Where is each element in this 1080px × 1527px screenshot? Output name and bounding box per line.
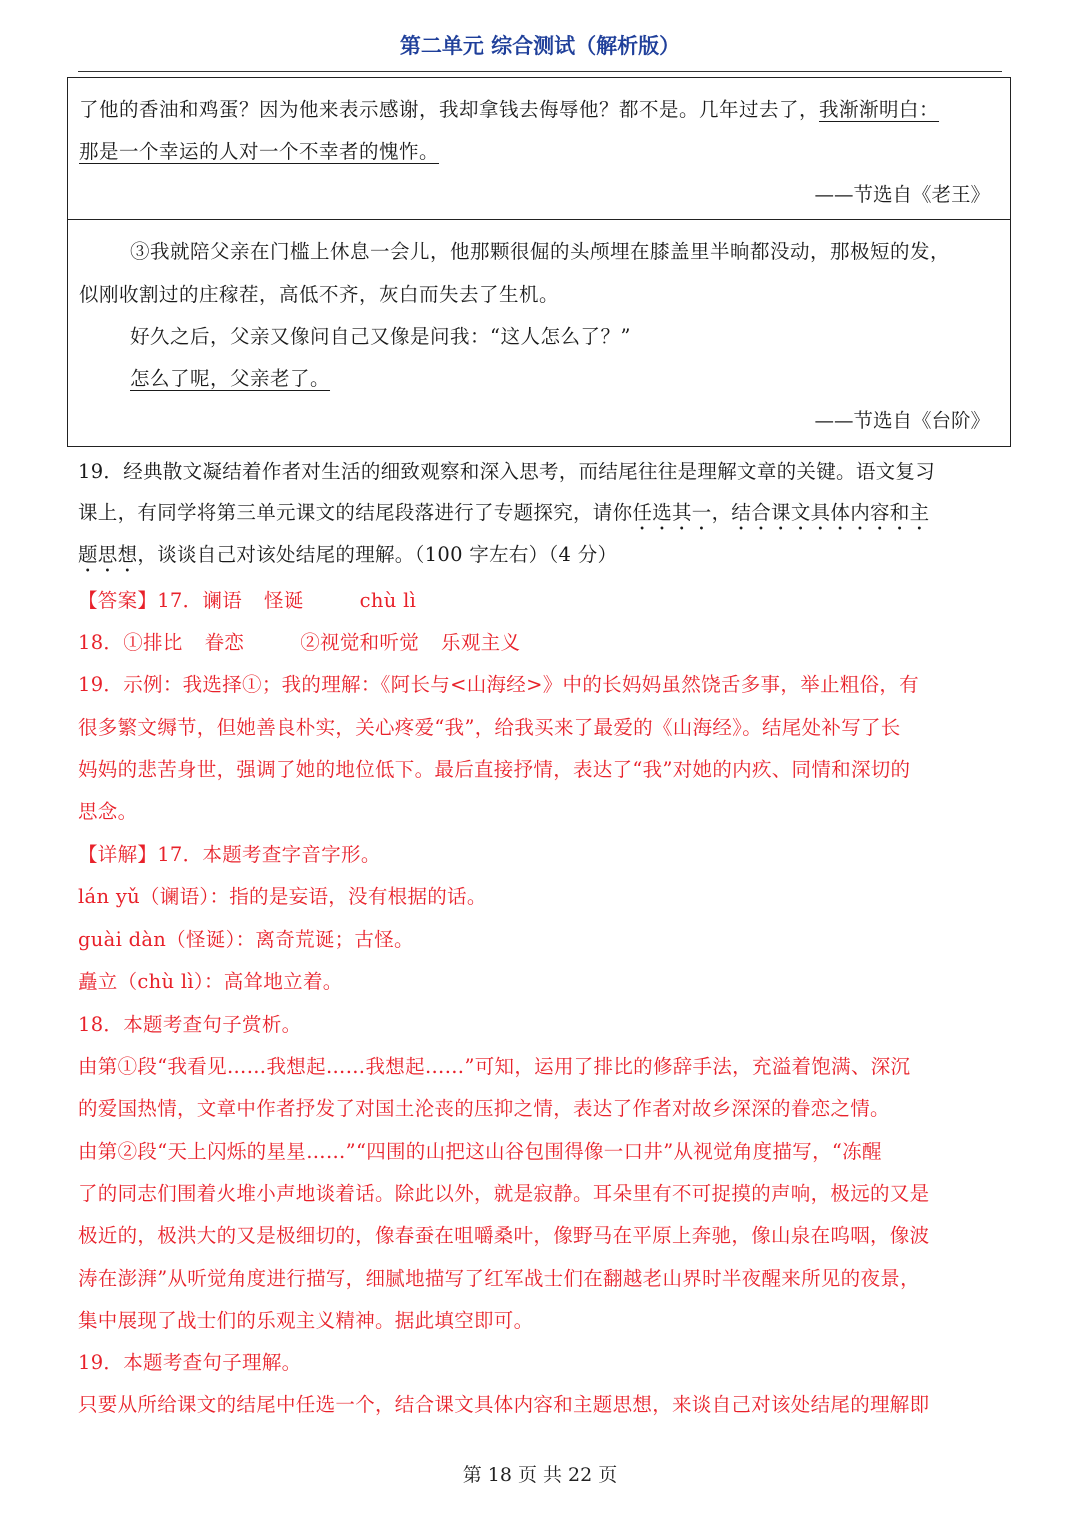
answer-18-part3: ②视觉和听觉: [300, 631, 420, 654]
detail-18-line4: 了的同志们围着火堆小声地谈着话。除此以外，就是寂静。耳朵里有不可捉摸的声响，极远的又是: [78, 1182, 930, 1205]
detail-17-heading: 17．本题考查字音字形。: [157, 843, 381, 866]
header-divider: [78, 71, 1002, 72]
passage1-line2: 那是一个幸运的人对一个不幸者的愧怍。: [79, 140, 440, 163]
answer-18-num: 18．: [78, 631, 124, 654]
answer-18-part1: ①排比: [123, 631, 183, 654]
answer-17-word2: 怪诞: [264, 589, 304, 612]
passage-box-laowang: [67, 77, 1011, 220]
passage1-line1-text: 了他的香油和鸡蛋？因为他来表示感谢，我却拿钱去侮辱他？都不是。几年过去了，: [79, 98, 820, 121]
answer-17: [78, 585, 416, 613]
question19-comma: ，: [711, 501, 732, 524]
passage2-line4: 怎么了呢，父亲老了。: [130, 367, 331, 390]
detail-18-line7: 集中展现了战士们的乐观主义精神。据此填空即可。: [78, 1309, 534, 1332]
detail-17-line3: 矗立（chù lì）：高耸地立着。: [78, 970, 343, 993]
answer-19-line1: 19．示例：我选择①；我的理解：《阿长与<山海经>》中的长妈妈虽然饶舌多事，举止粗俗，有: [78, 673, 919, 696]
answer-19-line2: 很多繁文缛节，但她善良朴实，关心疼爱“我”，给我买来了最爱的《山海经》。结尾处补写了长: [78, 716, 901, 739]
detail-18-title: 18．本题考查句子赏析。: [78, 1013, 302, 1036]
question19-emphasis-2: 结合课文具体内容和主: [731, 501, 930, 524]
detail-label: 【详解】: [78, 843, 158, 866]
passage1-underlined-phrase: 我渐渐明白：: [819, 98, 940, 121]
passage2-line2: 似刚收割过的庄稼茬，高低不齐，灰白而失去了生机。: [79, 283, 560, 306]
detail-19-title: 19．本题考查句子理解。: [78, 1351, 302, 1374]
detail-17-line1: lán yǔ（谰语）：指的是妄语，没有根据的话。: [78, 885, 487, 908]
answer-19-line4: 思念。: [78, 800, 138, 823]
answer-18-part4: 乐观主义: [441, 631, 521, 654]
question19-line3: [78, 539, 617, 577]
question19-line2: [78, 497, 929, 535]
passage1-line1: [79, 94, 939, 122]
detail-17-title: [78, 839, 381, 867]
question19-emphasis-3: 题思想: [78, 543, 138, 566]
detail-18-line6: 涛在澎湃”从听觉角度进行描写，细腻地描写了红军战士们在翻越老山界时半夜醒来所见的夜景，: [78, 1267, 920, 1290]
passage2-line1: ③我就陪父亲在门槛上休息一会儿，他那颗很倔的头颅埋在膝盖里半晌都没动，那极短的发，: [130, 240, 951, 263]
question19-line1: 19．经典散文凝结着作者对生活的细致观察和深入思考，而结尾往往是理解文章的关键。语文复习: [78, 460, 936, 483]
answer-17-pinyin: chù lì: [359, 589, 417, 612]
answer-17-num: 17．: [157, 589, 203, 612]
answer-18-part2: 眷恋: [204, 631, 245, 654]
detail-17-line2: guài dàn（怪诞）：离奇荒诞；古怪。: [78, 928, 414, 951]
detail-18-line3: 由第②段“天上闪烁的星星……”“四围的山把这山谷包围得像一口井”从视觉角度描写，“冻醒: [78, 1140, 882, 1163]
detail-18-line2: 的爱国热情，文章中作者抒发了对国土沦丧的压抑之情，表达了作者对故乡深深的眷恋之情。: [78, 1097, 890, 1120]
detail-19-line1: 只要从所给课文的结尾中任选一个，结合课文具体内容和主题思想，来谈自己对该处结尾的理解即: [78, 1393, 930, 1416]
question19-emphasis-1: 任选其一: [632, 501, 712, 524]
passage1-source: ——节选自《老王》: [814, 183, 990, 206]
answer-19-line3: 妈妈的悲苦身世，强调了她的地位低下。最后直接抒情，表达了“我”对她的内疚、同情和深切的: [78, 758, 911, 781]
passage2-source: ——节选自《台阶》: [814, 409, 990, 432]
detail-18-line5: 极近的，极洪大的又是极细切的，像春蚕在咀嚼桑叶，像野马在平原上奔驰，像山泉在呜咽，像波: [78, 1224, 930, 1247]
answer-17-word1: 谰语: [202, 589, 243, 612]
passage-box-taijie: [67, 220, 1011, 447]
question19-line2-text: 课上，有同学将第三单元课文的结尾段落进行了专题探究，请你: [78, 501, 633, 524]
passage2-line3: 好久之后，父亲又像问自己又像是问我：“这人怎么了？”: [130, 325, 631, 348]
page-footer: 第 18 页 共 22 页: [462, 1464, 618, 1486]
question19-line3-text: ，谈谈自己对该处结尾的理解。（100 字左右）（4 分）: [137, 543, 618, 566]
answer-18: [78, 627, 520, 655]
detail-18-line1: 由第①段“我看见……我想起……我想起……”可知，运用了排比的修辞手法，充溢着饱满、深沉: [78, 1055, 911, 1078]
answer-label: 【答案】: [78, 589, 158, 612]
page-header-title: 第二单元 综合测试（解析版）: [399, 34, 681, 58]
